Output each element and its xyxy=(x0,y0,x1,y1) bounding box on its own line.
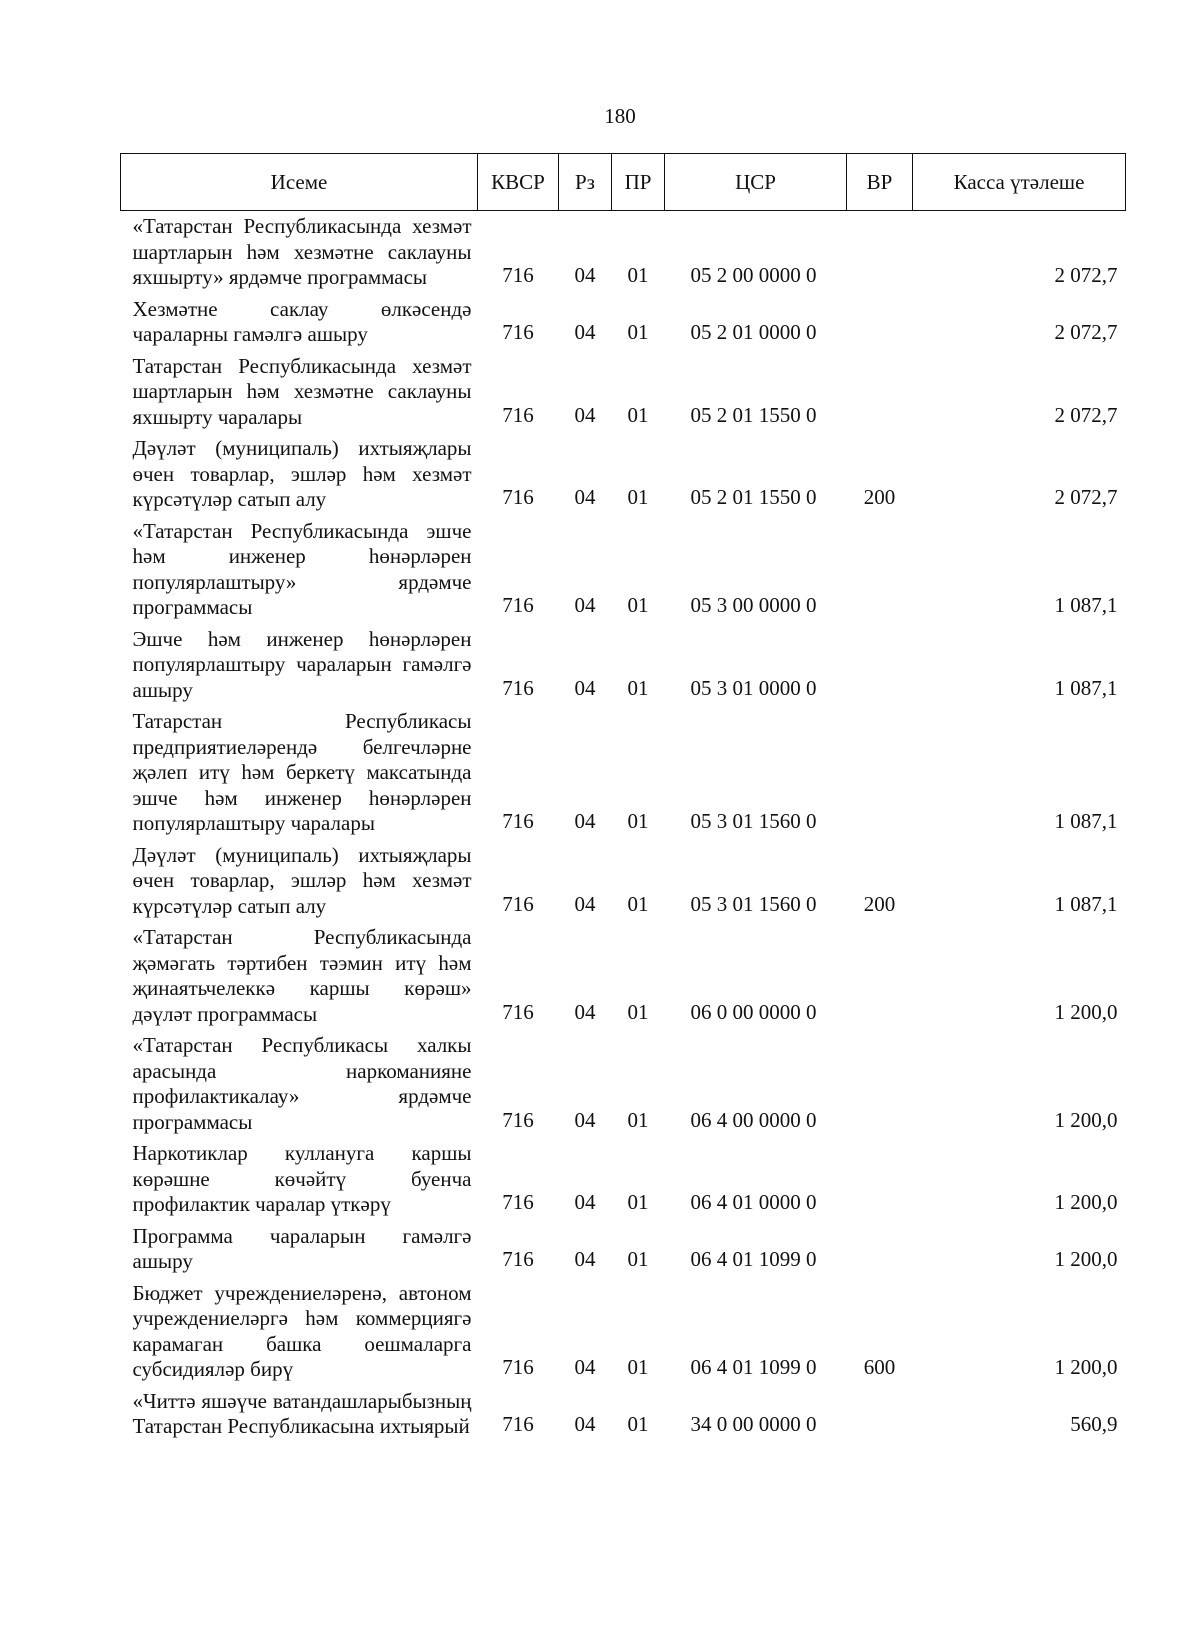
cell-pr: 01 xyxy=(627,891,649,916)
cell-amount: 1 087,1 xyxy=(1054,809,1118,833)
cell-name: Дәүләт (муниципаль) ихтыяҗлары өчен товарлар, эшләр һәм хезмәт күрсәтүләр сатып алу xyxy=(132,436,472,511)
cell-csr: 05 3 01 1560 0 xyxy=(690,891,817,916)
cell-vr: 200 xyxy=(863,485,896,509)
cell-amount: 1 087,1 xyxy=(1054,593,1118,617)
header-kvsr: КВСР xyxy=(478,154,559,211)
header-pr: ПР xyxy=(612,154,665,211)
cell-kvsr: 716 xyxy=(502,1107,534,1132)
cell-vr xyxy=(847,1386,913,1443)
cell-rz: 04 xyxy=(574,402,596,427)
cell-csr: 05 2 01 0000 0 xyxy=(690,320,817,344)
cell-vr xyxy=(847,351,913,434)
cell-pr: 01 xyxy=(627,999,649,1024)
cell-kvsr: 716 xyxy=(502,320,534,344)
table-row xyxy=(121,211,1126,294)
cell-pr: 01 xyxy=(627,1107,649,1132)
cell-name: Наркотиклар куллануга каршы көрәшне көчәйтү буенча профилактик чаралар үткәрү xyxy=(132,1141,472,1216)
table-row xyxy=(121,1221,1126,1278)
cell-amount: 1 200,0 xyxy=(1054,1190,1118,1214)
cell-pr: 01 xyxy=(627,485,649,509)
cell-csr: 05 2 00 0000 0 xyxy=(690,263,817,287)
cell-csr: 06 0 00 0000 0 xyxy=(690,999,817,1024)
cell-pr: 01 xyxy=(627,809,649,833)
cell-rz: 04 xyxy=(574,1355,596,1379)
cell-vr: 200 xyxy=(863,891,896,916)
cell-vr: 600 xyxy=(863,1355,896,1379)
cell-name: «Татарстан Республикасында эшче һәм инженер һөнәрләрен популярлаштыру» ярдәмче программасы xyxy=(132,518,472,619)
cell-vr xyxy=(847,624,913,707)
cell-vr xyxy=(847,922,913,1030)
table-row xyxy=(121,351,1126,434)
cell-kvsr: 716 xyxy=(502,891,534,916)
cell-rz: 04 xyxy=(574,999,596,1024)
cell-name: «Татарстан Республикасында җәмәгать тәртибен тәэмин итү һәм җинаятьчелеккә каршы көрәш» дәүләт программасы xyxy=(132,925,472,1026)
table-row xyxy=(121,1278,1126,1386)
cell-vr xyxy=(847,516,913,624)
cell-kvsr: 716 xyxy=(502,809,534,833)
table-row xyxy=(121,294,1126,351)
cell-pr: 01 xyxy=(627,1412,649,1436)
cell-rz: 04 xyxy=(574,891,596,916)
page-number: 180 xyxy=(604,104,636,128)
cell-amount: 1 087,1 xyxy=(1054,675,1118,700)
cell-csr: 05 3 00 0000 0 xyxy=(690,593,817,617)
header-vr: ВР xyxy=(847,154,913,211)
cell-kvsr: 716 xyxy=(502,1412,534,1436)
header-name: Исеме xyxy=(121,154,478,211)
cell-rz: 04 xyxy=(574,593,596,617)
cell-name: Бюджет учреждениеләренә, автоном учреждениеләргә һәм коммерциягә карамаган башка оешмаларга субсидияләр бирү xyxy=(132,1280,472,1381)
table-header xyxy=(121,154,1126,211)
header-amount: Касса үтәлеше xyxy=(913,154,1126,211)
cell-name: Дәүләт (муниципаль) ихтыяҗлары өчен товарлар, эшләр һәм хезмәт күрсәтүләр сатып алу xyxy=(132,842,472,918)
cell-pr: 01 xyxy=(627,1355,649,1379)
table-row xyxy=(121,1386,1126,1443)
cell-rz: 04 xyxy=(574,320,596,344)
cell-name: Эшче һәм инженер һөнәрләрен популярлаштыру чараларын гамәлгә ашыру xyxy=(132,626,472,702)
cell-kvsr: 716 xyxy=(502,1355,534,1379)
cell-amount: 2 072,7 xyxy=(1054,485,1118,509)
cell-rz: 04 xyxy=(574,675,596,700)
cell-pr: 01 xyxy=(627,320,649,344)
cell-vr xyxy=(847,1221,913,1278)
cell-rz: 04 xyxy=(574,263,596,287)
cell-amount: 560,9 xyxy=(1070,1412,1118,1436)
cell-kvsr: 716 xyxy=(502,263,534,287)
header-csr: ЦСР xyxy=(665,154,847,211)
cell-kvsr: 716 xyxy=(502,1190,534,1214)
cell-pr: 01 xyxy=(627,1190,649,1214)
cell-vr xyxy=(847,1030,913,1138)
cell-csr: 06 4 00 0000 0 xyxy=(690,1107,817,1132)
cell-name: Татарстан Республикасында хезмәт шартларын һәм хезмәтне саклауны яхшырту чаралары xyxy=(132,353,472,429)
cell-amount: 1 087,1 xyxy=(1054,891,1118,916)
cell-csr: 06 4 01 1099 0 xyxy=(690,1247,817,1271)
cell-name: Татарстан Республикасы предприятиеләрендә белгечләрне җәлеп итү һәм беркетү максатында эшче һәм инженер һөнәрләрен популярлаштыру чаралары xyxy=(132,709,472,835)
table-body xyxy=(121,211,1126,1443)
cell-name: «Татарстан Республикасы халкы арасында наркоманияне профилактикалау» ярдәмче программасы xyxy=(132,1033,472,1134)
cell-csr: 06 4 01 1099 0 xyxy=(690,1355,817,1379)
cell-pr: 01 xyxy=(627,593,649,617)
cell-csr: 05 3 01 1560 0 xyxy=(690,809,817,833)
cell-amount: 2 072,7 xyxy=(1054,320,1118,344)
cell-kvsr: 716 xyxy=(502,675,534,700)
cell-rz: 04 xyxy=(574,1247,596,1271)
table-row xyxy=(121,1138,1126,1221)
cell-name: «Татарстан Республикасында хезмәт шартларын һәм хезмәтне саклауны яхшырту» ярдәмче программасы xyxy=(132,214,472,289)
cell-kvsr: 716 xyxy=(502,402,534,427)
cell-kvsr: 716 xyxy=(502,593,534,617)
table-row xyxy=(121,624,1126,707)
cell-amount: 1 200,0 xyxy=(1054,1355,1118,1379)
cell-rz: 04 xyxy=(574,809,596,833)
cell-vr xyxy=(847,1138,913,1221)
table-row xyxy=(121,840,1126,923)
cell-pr: 01 xyxy=(627,675,649,700)
table-row xyxy=(121,706,1126,840)
budget-table xyxy=(120,153,1126,1443)
cell-pr: 01 xyxy=(627,263,649,287)
cell-csr: 34 0 00 0000 0 xyxy=(690,1412,817,1436)
cell-vr xyxy=(847,706,913,840)
cell-kvsr: 716 xyxy=(502,485,534,509)
cell-rz: 04 xyxy=(574,1412,596,1436)
cell-csr: 05 3 01 0000 0 xyxy=(690,675,817,700)
cell-csr: 06 4 01 0000 0 xyxy=(690,1190,817,1214)
table-row xyxy=(121,516,1126,624)
cell-amount: 1 200,0 xyxy=(1054,1107,1118,1132)
cell-amount: 1 200,0 xyxy=(1054,1247,1118,1271)
cell-rz: 04 xyxy=(574,1107,596,1132)
cell-amount: 2 072,7 xyxy=(1054,263,1118,287)
cell-pr: 01 xyxy=(627,1247,649,1271)
header-rz: Рз xyxy=(559,154,612,211)
cell-rz: 04 xyxy=(574,1190,596,1214)
cell-kvsr: 716 xyxy=(502,1247,534,1271)
cell-csr: 05 2 01 1550 0 xyxy=(690,485,817,509)
cell-name: Программа чараларын гамәлгә ашыру xyxy=(132,1223,472,1273)
table-row xyxy=(121,1030,1126,1138)
table-row xyxy=(121,922,1126,1030)
cell-name: «Читтә яшәүче ватандашларыбызның Татарстан Республикасына ихтыярый xyxy=(132,1388,472,1438)
cell-rz: 04 xyxy=(574,485,596,509)
cell-csr: 05 2 01 1550 0 xyxy=(690,402,817,427)
cell-pr: 01 xyxy=(627,402,649,427)
cell-amount: 2 072,7 xyxy=(1054,402,1118,427)
cell-amount: 1 200,0 xyxy=(1054,999,1118,1024)
cell-vr xyxy=(847,211,913,294)
table-row xyxy=(121,433,1126,516)
cell-name: Хезмәтне саклау өлкәсендә чараларны гамәлгә ашыру xyxy=(132,296,472,346)
cell-vr xyxy=(847,294,913,351)
cell-kvsr: 716 xyxy=(502,999,534,1024)
